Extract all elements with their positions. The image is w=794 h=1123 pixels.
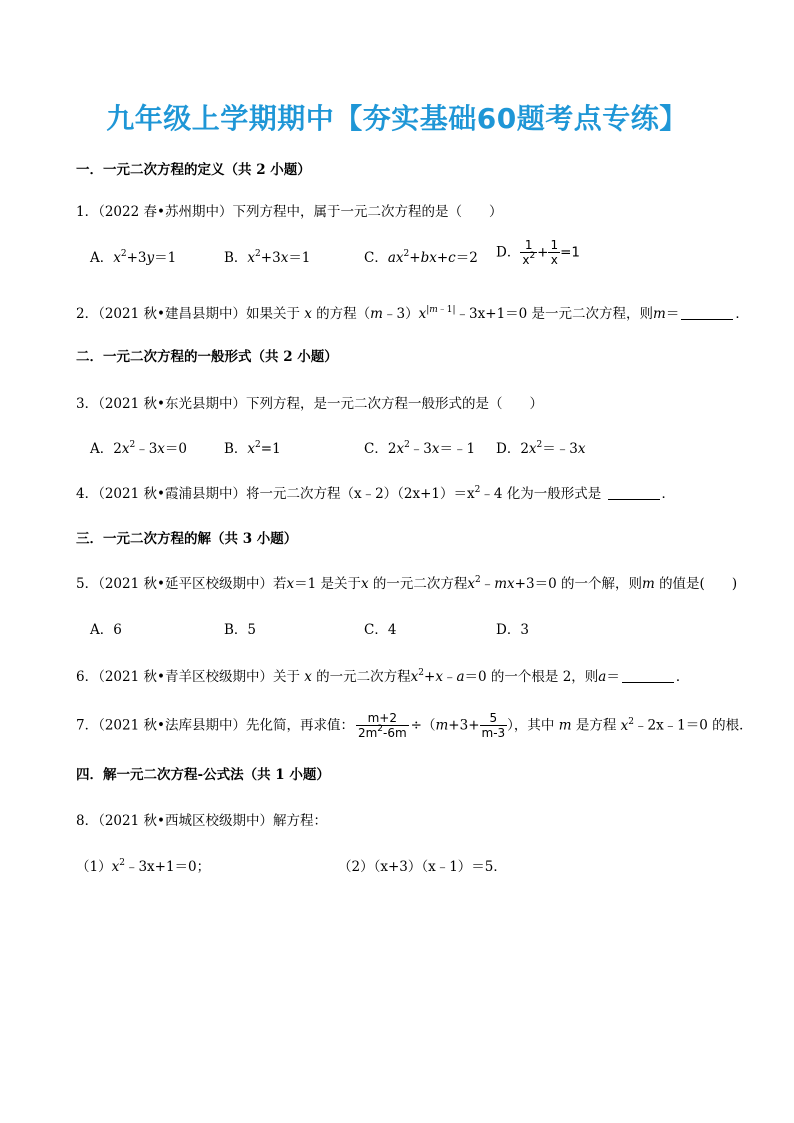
q1-option-b-label: B．: [224, 250, 248, 266]
section-heading-3: 三．一元二次方程的解（共 3 小题）: [76, 531, 298, 547]
question-5: 5．（2021 秋•延平区校级期中）若x＝1 是关于x 的一元二次方程$x^2﹣mx+3=0$ 的一个解，则m 的值是( ): [76, 575, 738, 592]
q1-option-a[interactable]: A．$x^2+3y=1$: [90, 249, 177, 266]
q1-option-c-label: C．: [364, 250, 388, 266]
q3-option-c-label: C．: [364, 441, 388, 457]
q5-option-d[interactable]: D．3: [496, 622, 529, 638]
q3-option-c[interactable]: C．$2x^2﹣3x=﹣1$: [364, 440, 476, 457]
q4-answer-blank[interactable]: [608, 487, 660, 500]
q7-fraction-1: $\frac{m+2}{2m^2-6m}$: [357, 711, 407, 740]
q1-option-c[interactable]: C．$ax^2+bx+c=2$: [364, 249, 478, 266]
question-8-stem: 8．（2021 秋•西城区校级期中）解方程：: [76, 813, 327, 829]
question-1-stem: 1．（2022 春•苏州期中）下列方程中，属于一元二次方程的是（ ）: [76, 204, 503, 220]
page-title: 九年级上学期期中【夯实基础60题考点专练】: [106, 102, 688, 135]
q1-option-b[interactable]: B．$x^2+3x=1$: [224, 249, 311, 266]
q3-option-d[interactable]: D．$2x^2=﹣3x$: [496, 440, 586, 457]
q5-option-c[interactable]: C．4: [364, 622, 397, 638]
q3-option-d-label: D．: [496, 441, 521, 457]
q3-option-b-label: B．: [224, 441, 248, 457]
question-8-part-2: （2）（x+3）（x﹣1）＝5．: [338, 859, 507, 875]
q5-option-b[interactable]: B．5: [224, 622, 257, 638]
question-2: 2．（2021 秋•建昌县期中）如果关于 x 的方程$(m﹣3)x^{|m﹣1|}﹣3x+1=0$ 是一元二次方程，则m＝ ．: [76, 305, 749, 322]
q5-option-a[interactable]: A．6: [90, 622, 122, 638]
q1-option-d[interactable]: D． $\frac{1}{x^2}$ + $\frac{1}{x}$ =1: [496, 238, 581, 267]
q1-option-a-label: A．: [90, 250, 114, 266]
question-4: 4．（2021 秋•霞浦县期中）将一元二次方程$(x﹣2)(2x+1)=x^2﹣4$ 化为一般形式是 ．: [76, 485, 676, 502]
q3-option-a[interactable]: A．$2x^2﹣3x=0$: [90, 440, 188, 457]
question-7: 7．（2021 秋•法库县期中）先化简，再求值： $\frac{m+2}{2m^2-6m}$ ÷（m+3+ $\frac{5}{m-3}$ ），其中 m 是方程 $x^2﹣2x﹣1=0$ 的根．: [76, 711, 753, 740]
q1-option-d-label: D．: [496, 244, 521, 261]
q3-option-a-label: A．: [90, 441, 114, 457]
q7-fraction-2: $\frac{5}{m-3}$: [481, 711, 506, 740]
q6-answer-blank[interactable]: [622, 670, 674, 683]
q1-d-fraction-2: $\frac{1}{x}$: [550, 238, 559, 267]
section-heading-1: 一．一元二次方程的定义（共 2 小题）: [76, 162, 311, 178]
q1-d-fraction-1: $\frac{1}{x^2}$: [522, 238, 536, 267]
q3-option-b[interactable]: B．$x^2=1$: [224, 440, 281, 457]
question-6: 6．（2021 秋•青羊区校级期中）关于 x 的一元二次方程$x^2+x﹣a=0$ 的一个根是 2，则a＝ ．: [76, 668, 690, 685]
question-8-part-1: $(1)x^2﹣3x+1=0$；: [76, 858, 211, 875]
section-heading-4: 四．解一元二次方程-公式法（共 1 小题）: [76, 767, 330, 783]
question-3-stem: 3．（2021 秋•东光县期中）下列方程，是一元二次方程一般形式的是（ ）: [76, 396, 543, 412]
section-heading-2: 二．一元二次方程的一般形式（共 2 小题）: [76, 349, 338, 365]
q2-answer-blank[interactable]: [681, 307, 733, 320]
